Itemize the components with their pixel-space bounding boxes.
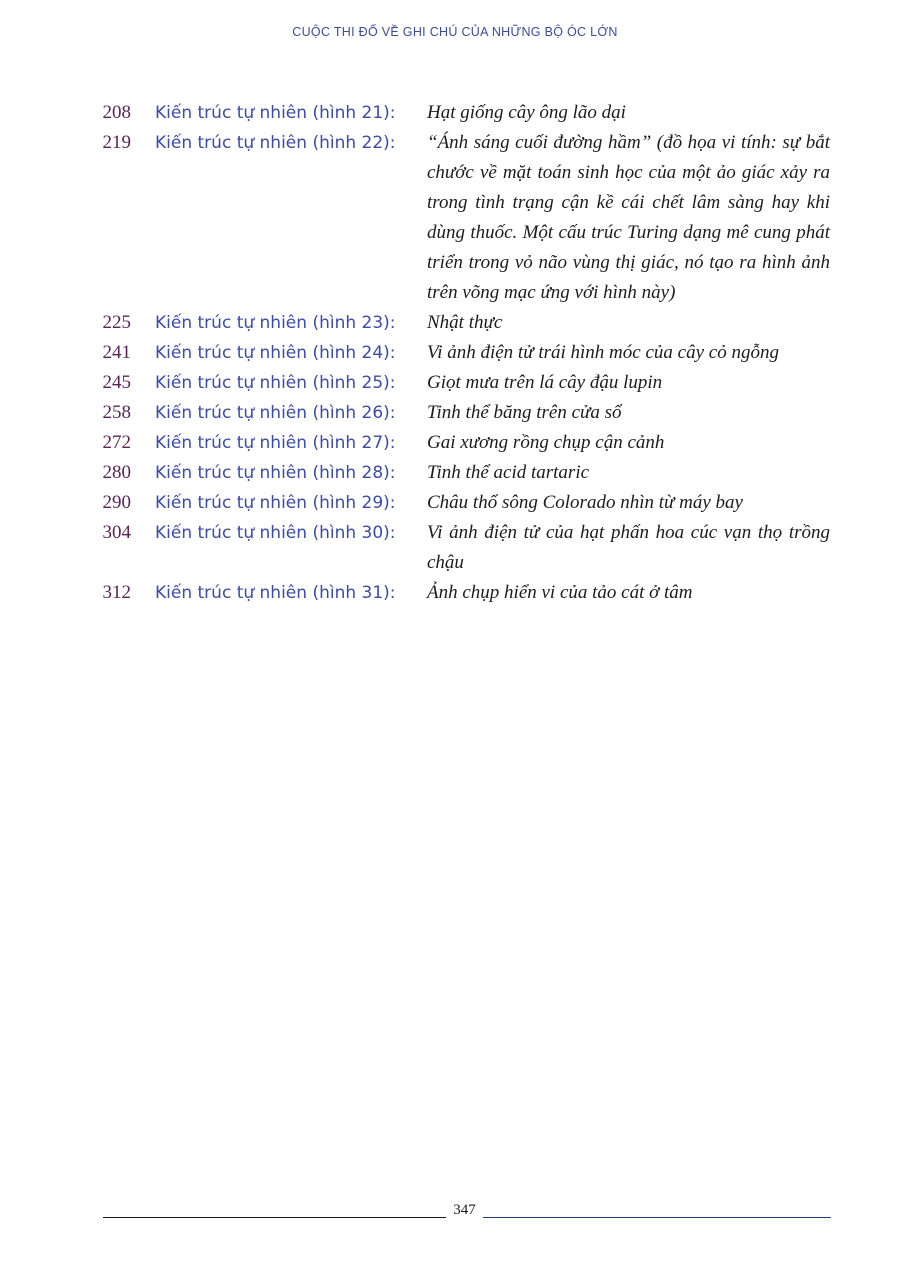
page-reference: 241	[102, 342, 131, 363]
page-reference: 225	[102, 312, 131, 333]
page-reference: 208	[102, 102, 131, 123]
figure-caption: Kiến trúc tự nhiên (hình 23):	[155, 313, 396, 333]
list-item	[0, 458, 910, 488]
list-item	[0, 578, 910, 608]
figure-caption: Kiến trúc tự nhiên (hình 28):	[155, 463, 396, 483]
list-item	[0, 338, 910, 368]
footer-rule-right	[483, 1217, 831, 1218]
page-reference: 272	[102, 432, 131, 453]
page-reference: 219	[102, 132, 131, 153]
figure-description: Vi ảnh điện tử trái hình móc của cây cỏ ngỗng	[427, 342, 779, 363]
figure-description: Gai xương rồng chụp cận cảnh	[427, 432, 665, 453]
page-reference: 258	[102, 402, 131, 423]
list-item	[0, 488, 910, 518]
page-footer	[103, 1202, 831, 1224]
figure-caption: Kiến trúc tự nhiên (hình 31):	[155, 583, 396, 603]
figure-description: Hạt giống cây ông lão dại	[427, 102, 626, 123]
figure-description: Vi ảnh điện tử của hạt phấn hoa cúc vạn thọ trồng chậu	[427, 522, 830, 573]
list-item	[0, 428, 910, 458]
figure-caption: Kiến trúc tự nhiên (hình 27):	[155, 433, 396, 453]
list-item	[0, 518, 910, 578]
list-item	[0, 368, 910, 398]
figure-description: Tinh thể acid tartaric	[427, 462, 590, 483]
figure-description: Giọt mưa trên lá cây đậu lupin	[427, 372, 663, 393]
running-header: CUỘC THI ĐỐ VỀ GHI CHÚ CỦA NHỮNG BỘ ÓC LỚN	[292, 25, 618, 39]
page-reference: 245	[102, 372, 131, 393]
page-reference: 312	[102, 582, 131, 603]
figure-description: Tinh thể băng trên cửa sổ	[427, 402, 622, 423]
figure-caption: Kiến trúc tự nhiên (hình 22):	[155, 133, 396, 153]
figure-description: Nhật thực	[427, 312, 503, 333]
figure-caption: Kiến trúc tự nhiên (hình 29):	[155, 493, 396, 513]
figure-caption: Kiến trúc tự nhiên (hình 21):	[155, 103, 396, 123]
figure-caption: Kiến trúc tự nhiên (hình 26):	[155, 403, 396, 423]
list-item	[0, 98, 910, 128]
figure-credits-list	[0, 98, 910, 608]
page-reference: 290	[102, 492, 131, 513]
footer-rule-left	[103, 1217, 446, 1218]
figure-description: Châu thổ sông Colorado nhìn từ máy bay	[427, 492, 743, 513]
page-reference: 280	[102, 462, 131, 483]
list-item	[0, 308, 910, 338]
figure-caption: Kiến trúc tự nhiên (hình 25):	[155, 373, 396, 393]
figure-description: “Ánh sáng cuối đường hầm” (đồ họa vi tính: sự bắt chước về mặt toán sinh học của một ảo giác xảy ra trong tình trạng cận kề cái chết lâm sàng hay khi dùng thuốc. Một cấu trúc Turing dạng mê cung phát triển trong vỏ não vùng thị giác, nó tạo ra hình ảnh trên võng mạc ứng với hình này)	[427, 132, 830, 303]
figure-caption: Kiến trúc tự nhiên (hình 24):	[155, 343, 396, 363]
list-item	[0, 398, 910, 428]
figure-description: Ảnh chụp hiển vi của tảo cát ở tâm	[427, 582, 693, 603]
list-item	[0, 128, 910, 308]
page-reference: 304	[102, 522, 131, 543]
figure-caption: Kiến trúc tự nhiên (hình 30):	[155, 523, 396, 543]
page-number: 347	[453, 1202, 476, 1218]
